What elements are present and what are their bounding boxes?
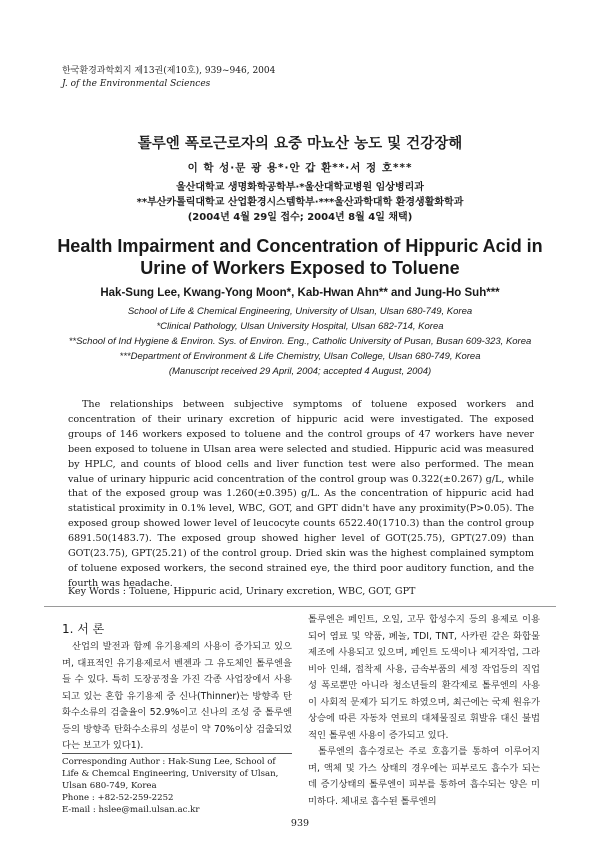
corresponding-author-footnote [62,756,292,816]
footnote-phone: Phone : +82-52-259-2252 [62,793,174,803]
english-affiliation-1: School of Life & Chemical Engineering, University of Ulsan, Ulsan 680-749, Korea [127,306,473,317]
intro-right-paragraph-2: 톨루엔의 흡수경로는 주로 호흡기를 통하여 이루어지며, 액체 및 가스 상태의 경우에는 피부로도 흡수가 되는데 증기상태의 톨루엔이 피부를 통하여 흡수되는 양은 미미하다. 체내로 흡수된 톨루엔의 [308,746,540,807]
section-heading-introduction: 1. 서 론 [62,622,105,636]
english-title-line-2: Urine of Workers Exposed to Toluene [140,258,460,278]
english-title [0,235,600,279]
english-affiliation-2: *Clinical Pathology, Ulsan University Hospital, Ulsan 682-714, Korea [156,321,444,332]
english-title-line-1: Health Impairment and Concentration of Hippuric Acid in [57,236,543,256]
korean-affiliation-2: **부산카톨릭대학교 산업환경시스템학부·***울산과학대학 환경생활화학과 [136,197,464,208]
footnote-email: E-mail : hslee@mail.ulsan.ac.kr [62,805,200,815]
english-authors: Hak-Sung Lee, Kwang-Yong Moon*, Kab-Hwan Ahn** and Jung-Ho Suh*** [100,287,500,299]
intro-right-column [308,612,540,810]
korean-affiliation-1: 울산대학교 생명화학공학부·*울산대학교병원 임상병리과 [176,182,424,193]
section-divider [44,606,556,607]
footnote-author: Corresponding Author : Hak-Sung Lee, School of Life & Chemcal Engineering, University of Ulsan, Ulsan 680-749, Korea [62,757,279,791]
korean-received-date: (2004년 4월 29일 접수; 2004년 8월 4일 채택) [187,212,413,223]
journal-name: J. of the Environmental Sciences [62,79,211,89]
journal-header [62,65,275,91]
footnote-divider [62,753,292,754]
page-number: 939 [290,818,310,829]
journal-citation: 한국환경과학회지 제13권(제10호), 939~946, 2004 [62,66,276,76]
intro-left-column-text: 산업의 발전과 함께 유기용제의 사용이 증가되고 있으며, 대표적인 유기용제로서 벤젠과 그 유도체인 톨루엔을 들 수 있다. 특히 도장공정을 가진 각종 사업장에서 사용되고 있는 혼합 유기용제 중 신나(Thinner)는 방향족 탄화수소류의 검출율이 52.9%이고 신나의 조성 중 톨루엔 등의 방향족 탄화수소류의 성분이 약 70%이상 검출되었다는 보고가 있다1). [62,641,292,751]
korean-authors: 이 학 성·문 광 용*·안 갑 환**·서 정 호*** [187,162,413,174]
korean-title: 톨루엔 폭로근로자의 요중 마뇨산 농도 및 건강장해 [137,136,463,152]
manuscript-dates: (Manuscript received 29 April, 2004; accepted 4 August, 2004) [168,366,432,377]
keywords: Key Words : Toluene, Hippuric acid, Urinary excretion, WBC, GOT, GPT [68,586,416,597]
english-affiliation-3: **School of Ind Hygiene & Environ. Sys. of Environ. Eng., Catholic University of Pusan, Busan 609-323, Korea [68,336,532,347]
english-affiliation-4: ***Department of Environment & Life Chemistry, Ulsan College, Ulsan 680-749, Korea [119,351,481,362]
intro-right-paragraph-1: 톨루엔은 페인트, 오일, 고무 합성수지 등의 용제로 이용되어 염료 및 약품, 폐놀, TDI, TNT, 사카린 같은 화합물 제조에 사용되고 있으며, 페인트 도색이나 제거작업, 그라비아 인쇄, 접착제 사용, 금속부품의 세정 작업등의 직업성 폭로뿐만 아니라 청소년들의 환각제로 톨루엔의 사용이 사회적 문제가 되기도 하였으며, 최근에는 국제 원유가 상승에 따른 자동차 연료의 대체물질로 휘발유 대신 불법적인 톨루엔 사용이 증가되고 있다. [308,614,540,741]
abstract: The relationships between subjective symptoms of toluene exposed workers and concentration of their urinary excretion of hippuric acid were investigated. The exposed groups of 146 workers exposed to toluene and the control groups of 47 workers have never been exposed to toluene in Ulsan area were selected and studied. Hippuric acid was measured by HPLC, and counts of blood cells and liver function test were also performed. The mean value of urinary hippuric acid concentration of the control group was 0.322(±0.267) g/L, while that of the exposed group was 1.260(±0.395) g/L. As the concentration of hippuric acid had statistical proximity in 0.1% level, WBC, GOT, and GPT didn't have any proximity(P>0.05). The exposed group showed lower level of leucocyte counts 6522.40(1710.3) than the control group 6891.50(1483.7). The exposed group showed higher level of GOT(25.75), GPT(27.09) than GOT(23.75), GPT(25.21) of the control group. Dried skin was the highest complained symptom of toluene exposed workers, the second strained eye, the third poor auditory function, and the fourth was headache. [68,399,534,589]
